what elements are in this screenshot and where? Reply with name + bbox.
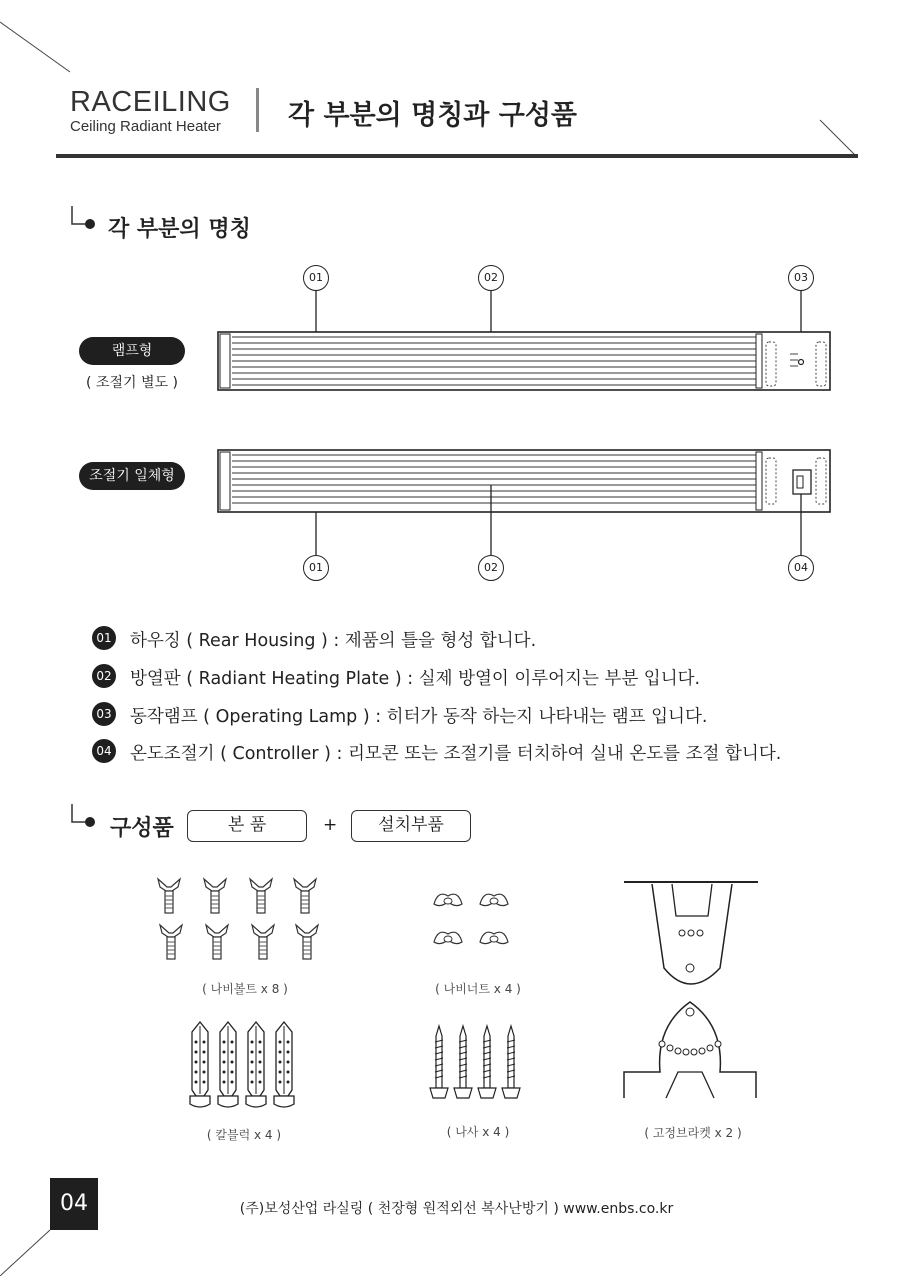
- desc-text-04: 온도조절기 ( Controller ) : 리모콘 또는 조절기를 터치하여 실내 온도를 조절 합니다.: [130, 744, 782, 764]
- callout-02-top: 02: [478, 265, 504, 291]
- parts-section-title: 각 부분의 명칭: [108, 217, 251, 242]
- heater-diagram: [210, 290, 840, 560]
- brand-logo: RACEILING: [70, 86, 231, 118]
- callout-04-bottom: 04: [788, 555, 814, 581]
- lamp-type-heater: [218, 332, 830, 390]
- callout-01-top: 01: [303, 265, 329, 291]
- desc-badge-01: 01: [92, 626, 116, 650]
- wall-anchor-icon: [186, 1018, 306, 1108]
- anchor-caption: ( 칼블럭 x 4 ): [206, 1128, 282, 1142]
- section-arrow-icon: [70, 206, 100, 232]
- page-number: 04: [50, 1178, 98, 1230]
- wing-bolt-icon: [150, 875, 340, 965]
- header-rule: [56, 154, 858, 158]
- desc-text-02: 방열판 ( Radiant Heating Plate ) : 실제 방열이 이루어지는 부분 입니다.: [130, 669, 701, 689]
- screw-caption: ( 나사 x 4 ): [446, 1125, 510, 1139]
- bracket-icon: [620, 876, 765, 1101]
- callout-03-top: 03: [788, 265, 814, 291]
- brand-subtitle: Ceiling Radiant Heater: [70, 118, 221, 135]
- callout-01-bottom: 01: [303, 555, 329, 581]
- footer-text: (주)보성산업 라실링 ( 천장형 원적외선 복사난방기 ) www.enbs.co.kr: [239, 1201, 674, 1217]
- callout-02-bottom: 02: [478, 555, 504, 581]
- desc-badge-04: 04: [92, 739, 116, 763]
- header-divider: [256, 88, 259, 132]
- plus-sign: +: [323, 815, 338, 835]
- desc-badge-03: 03: [92, 702, 116, 726]
- lamp-type-sublabel: ( 조절기 별도 ): [86, 375, 178, 391]
- wing-nut-caption: ( 나비너트 x 4 ): [435, 982, 521, 996]
- desc-badge-02: 02: [92, 664, 116, 688]
- accessories-box: 설치부품: [351, 810, 471, 842]
- bracket-caption: ( 고정브라켓 x 2 ): [644, 1126, 742, 1140]
- section-arrow-icon: [70, 804, 100, 830]
- controller-type-label: 조절기 일체형: [79, 462, 185, 490]
- controller-type-heater: [218, 450, 830, 512]
- main-unit-box: 본 품: [187, 810, 307, 842]
- components-section-title: 구성품: [110, 816, 174, 841]
- lamp-type-label: 램프형: [79, 337, 185, 365]
- screw-icon: [425, 1022, 525, 1104]
- desc-text-01: 하우징 ( Rear Housing ) : 제품의 틀을 형성 합니다.: [130, 631, 537, 651]
- wing-bolt-caption: ( 나비볼트 x 8 ): [202, 982, 288, 996]
- desc-text-03: 동작램프 ( Operating Lamp ) : 히터가 동작 하는지 나타내는 램프 입니다.: [130, 707, 708, 727]
- wing-nut-icon: [428, 888, 528, 958]
- page-title: 각 부분의 명칭과 구성품: [288, 100, 578, 131]
